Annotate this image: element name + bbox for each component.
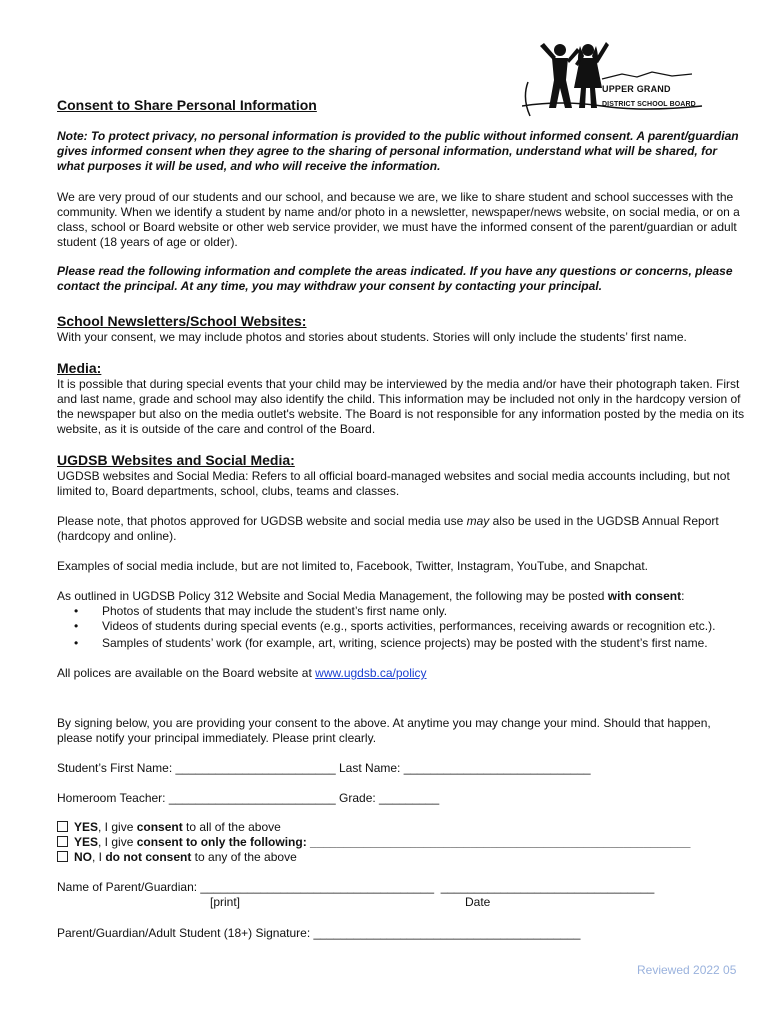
option-label: , I (92, 850, 106, 864)
checkbox[interactable] (57, 821, 68, 832)
option-label-bold: YES (74, 820, 99, 834)
date-field[interactable]: ________________________________ (440, 880, 655, 894)
newsletters-heading: School Newsletters/School Websites: (57, 313, 307, 329)
consent-options (57, 820, 747, 865)
teacher-field[interactable]: _________________________ (168, 791, 336, 805)
teacher-label: Homeroom Teacher: (57, 791, 169, 805)
signature-label: Parent/Guardian/Adult Student (18+) Signature: (57, 926, 314, 940)
annual-report-note (57, 514, 747, 544)
option-label-end: to all of the above (182, 820, 281, 834)
policy-colon: : (681, 589, 685, 603)
partial-consent-field[interactable]: _________________________________________________________ (306, 835, 691, 849)
first-name-field[interactable]: ________________________ (175, 761, 336, 775)
policy-text: As outlined in UGDSB Policy 312 Website and Social Media Management, the following may be posted (57, 589, 608, 603)
media-heading: Media: (57, 360, 102, 376)
parent-name-row (57, 880, 747, 895)
policy-paragraph (57, 589, 747, 604)
first-name-label: Student’s First Name: (57, 761, 176, 775)
social-media-examples: Examples of social media include, but are not limited to, Facebook, Twitter, Instagram, YouTube, and Snapchat. (57, 559, 649, 573)
reviewed-date: Reviewed 2022 05 (637, 963, 737, 977)
consent-option-no[interactable] (57, 850, 747, 865)
checkbox[interactable] (57, 836, 68, 847)
policy-link[interactable]: www.ugdsb.ca/policy (315, 666, 427, 680)
student-name-row (57, 761, 747, 776)
parent-name-field[interactable]: ___________________________________ (200, 880, 435, 894)
option-label-bold: YES (74, 835, 99, 849)
consent-option-yes-partial[interactable] (57, 835, 747, 850)
grade-label: Grade: (335, 791, 380, 805)
annual-report-note-text: Please note, that photos approved for UGDSB website and social media use (57, 514, 467, 528)
last-name-field[interactable]: ____________________________ (403, 761, 591, 775)
option-label-bold2: consent (136, 820, 183, 834)
social-media-section (57, 451, 747, 681)
intro-paragraph: We are very proud of our students and our school, and because we are, we like to share student and school successes with the community. When we identify a student by name and/or photo in a newsletter, newspaper/news website, on social media, or on a class, school or Board website or other web service provider, we must have the informed consent of the parent/guardian or adult student (18 years of age or older). (57, 190, 740, 249)
option-label-bold: NO (74, 850, 92, 864)
policies-text: All polices are available on the Board website at (57, 666, 316, 680)
list-item: • Videos of students during special events (e.g., sports activities, performances, receiving awards or recognition etc.). (57, 619, 747, 634)
ugdsb-logo (522, 36, 722, 118)
option-label-end: to any of the above (191, 850, 297, 864)
page-title: Consent to Share Personal Information (57, 97, 317, 113)
option-label-bold2: do not consent (105, 850, 192, 864)
annual-report-note-text-end: also be used in the UGDSB Annual Report (hardcopy and online). (57, 514, 719, 543)
last-name-label: Last Name: (335, 761, 404, 775)
consent-items-list (57, 604, 747, 651)
media-section (57, 359, 747, 437)
print-caption: [print] (210, 895, 241, 909)
privacy-note: Note: To protect privacy, no personal information is provided to the public without informed consent. A parent/guardian gives informed consent when they agree to the sharing of personal information, understand what will be shared, for what purposes it will be used, and who will receive the information. (57, 129, 739, 173)
please-read-paragraph: Please read the following information and complete the areas indicated. If you have any questions or concerns, please contact the principal. At any time, you may withdraw your consent by contacting your principal. (57, 264, 733, 293)
grade-field[interactable]: _________ (379, 791, 440, 805)
option-label: , I give (98, 820, 137, 834)
policies-paragraph (57, 666, 747, 681)
parent-name-label: Name of Parent/Guardian: (57, 880, 201, 894)
consent-option-yes-all[interactable] (57, 820, 747, 835)
list-item: • Photos of students that may include the student’s first name only. (57, 604, 747, 619)
newsletters-body: With your consent, we may include photos and stories about students. Stories will only include the students’ first name. (57, 330, 687, 344)
logo-text-line1: UPPER GRAND (602, 84, 671, 94)
annual-report-note-emphasis: may (466, 514, 490, 528)
list-item: • Samples of students’ work (for example, art, writing, science projects) may be posted with the student’s first name. (57, 636, 747, 651)
option-label-bold2: consent to only the following: (136, 835, 307, 849)
date-caption: Date (465, 895, 491, 909)
logo-text-line2: DISTRICT SCHOOL BOARD (602, 101, 696, 108)
signing-paragraph: By signing below, you are providing your consent to the above. At anytime you may change your mind. Should that happen, please notify your principal immediately. Please print clearly. (57, 716, 711, 745)
signature-field[interactable]: ________________________________________ (313, 926, 581, 940)
signature-row (57, 926, 747, 941)
social-media-body: UGDSB websites and Social Media: Refers to all official board-managed websites and social media accounts including, but not limited to, Board departments, school, clubs, teams and classes. (57, 469, 730, 498)
media-body: It is possible that during special events that your child may be interviewed by the media and/or have their photograph taken. First and last name, grade and school may also identify the child. This information may be included not only in the hardcopy version of the newspaper but also on the media outlet's website. The Board is not responsible for any information posted by the media on its website, as it is outside of the care and control of the Board. (57, 377, 745, 436)
option-label: , I give (98, 835, 137, 849)
checkbox[interactable] (57, 851, 68, 862)
teacher-grade-row (57, 791, 747, 806)
social-media-heading: UGDSB Websites and Social Media: (57, 452, 295, 468)
policy-bold-text: with consent (607, 589, 682, 603)
newsletters-section (57, 312, 747, 345)
